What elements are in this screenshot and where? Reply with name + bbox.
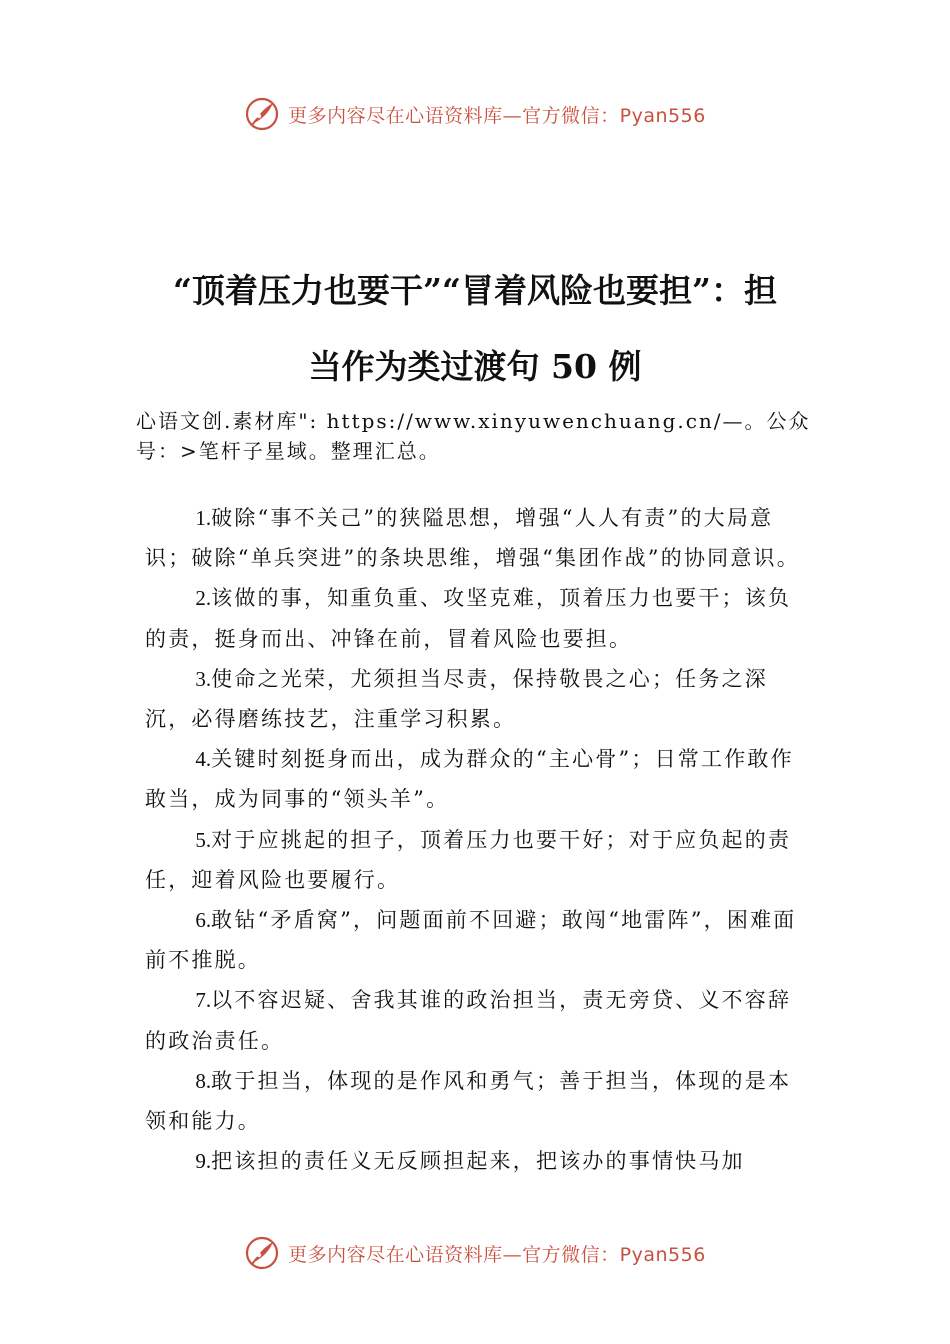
title-line-2: 当作为类过渡句 50 例 [308, 347, 642, 386]
banner-handle: Pyan556 [619, 1243, 706, 1266]
list-item: 3.使命之光荣，尤须担当尽责，保持敬畏之心；任务之深沉，必得磨练技艺，注重学习积累。 [145, 666, 768, 732]
sentence-list [145, 498, 805, 1181]
banner-text: 更多内容尽在心语资料库—官方微信：Pyan556 [288, 1243, 706, 1266]
list-item: 2.该做的事，知重负重、攻坚克难，顶着压力也要干；该负的责，挺身而出、冲锋在前，冒着风险也要担。 [145, 586, 792, 651]
list-item: 1.破除“事不关己”的狭隘思想，增强“人人有责”的大局意识；破除“单兵突进”的条块思维，增强“集团作战”的协同意识。 [145, 506, 800, 571]
quill-pen-logo-icon [244, 96, 280, 132]
banner-handle: Pyan556 [619, 104, 706, 127]
banner-text: 更多内容尽在心语资料库—官方微信：Pyan556 [288, 104, 706, 127]
list-item: 8.敢于担当，体现的是作风和勇气；善于担当，体现的是本领和能力。 [145, 1068, 792, 1134]
list-item: 4.关键时刻挺身而出，成为群众的“主心骨”；日常工作敢作敢当，成为同事的“领头羊”。 [145, 747, 794, 812]
list-item: 5.对于应挑起的担子，顶着压力也要干好；对于应负起的责任，迎着风险也要履行。 [145, 827, 792, 892]
footer-banner [0, 1233, 950, 1273]
quill-pen-logo-icon [244, 1235, 280, 1271]
source-note: 心语文创.素材库": https://www.xinyuwenchuang.cn/—。公众号：>笔杆子星域。整理汇总。 [136, 409, 811, 463]
list-item: 6.敢钻“矛盾窝”，问题面前不回避；敢闯“地雷阵”，困难面前不推脱。 [145, 908, 797, 973]
list-item: 9.把该担的责任义无反顾担起来，把该办的事情快马加 [195, 1149, 745, 1174]
list-item: 7.以不容迟疑、舍我其谁的政治担当，责无旁贷、义不容辞的政治责任。 [145, 988, 792, 1053]
document-title [120, 253, 830, 405]
header-banner [0, 94, 950, 134]
title-line-1: “顶着压力也要干”“冒着风险也要担”：担 [173, 271, 777, 310]
